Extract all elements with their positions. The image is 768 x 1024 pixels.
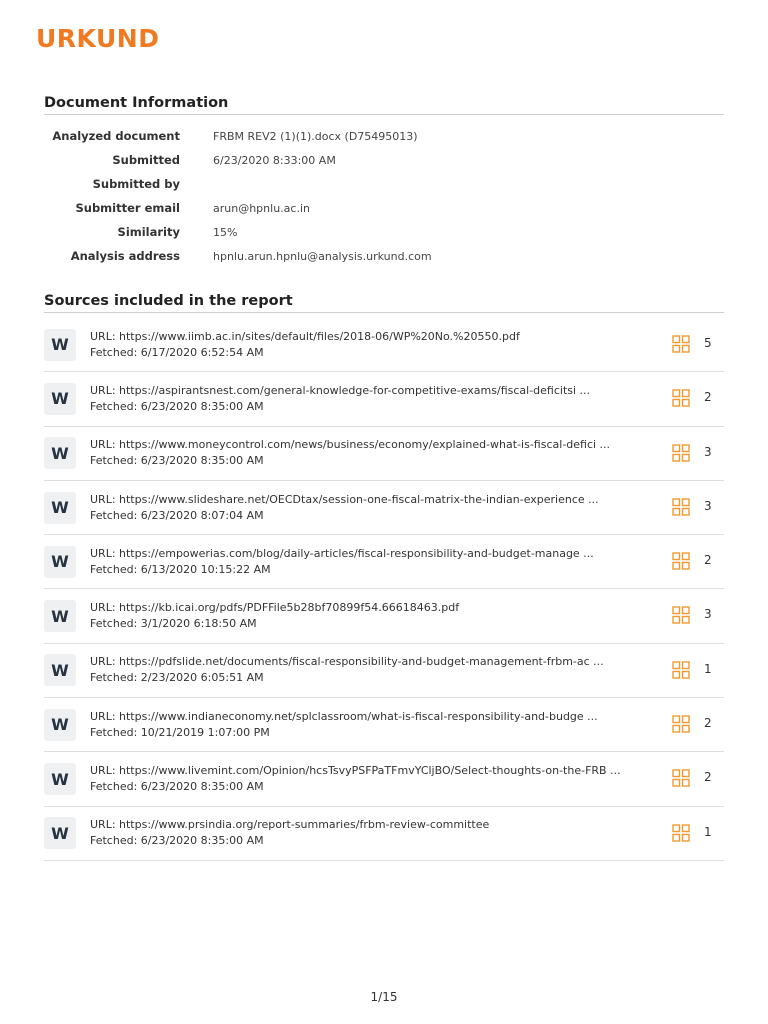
source-row[interactable] — [44, 644, 724, 698]
source-url[interactable]: URL: https://www.prsindia.org/report-summaries/frbm-review-committee — [90, 818, 490, 832]
page-indicator: 1/15 — [370, 990, 398, 1004]
source-url[interactable]: URL: https://kb.icai.org/pdfs/PDFFile5b28bf70899f54.66618463.pdf — [90, 601, 460, 615]
source-row[interactable] — [44, 372, 724, 426]
sources-section — [44, 293, 724, 861]
matches-grid-icon[interactable] — [672, 769, 690, 787]
source-fetched-date: Fetched: 6/23/2020 8:35:00 AM — [90, 834, 264, 848]
match-count: 5 — [704, 336, 712, 350]
matches-grid-icon[interactable] — [672, 715, 690, 733]
info-row — [44, 124, 724, 148]
source-row[interactable] — [44, 752, 724, 806]
web-source-icon: W — [44, 600, 76, 632]
source-text — [90, 817, 650, 849]
source-url[interactable]: URL: https://www.livemint.com/Opinion/hcsTsvyPSFPaTFmvYCljBO/Select-thoughts-on-the-FRB ... — [90, 764, 621, 778]
source-fetched-date: Fetched: 6/17/2020 6:52:54 AM — [90, 345, 264, 359]
web-source-icon: W — [44, 709, 76, 741]
source-fetched-date: Fetched: 6/23/2020 8:35:00 AM — [90, 780, 264, 794]
source-row[interactable] — [44, 318, 724, 372]
urkund-logo: URKUND — [36, 24, 160, 53]
web-source-icon: W — [44, 437, 76, 469]
web-source-icon: W — [44, 329, 76, 361]
web-source-icon: W — [44, 654, 76, 686]
match-count: 2 — [704, 390, 712, 405]
info-row — [44, 148, 724, 172]
match-count: 2 — [704, 553, 712, 568]
match-count: 3 — [704, 498, 712, 513]
source-row[interactable] — [44, 589, 724, 643]
web-source-icon: W — [44, 492, 76, 524]
source-row[interactable] — [44, 535, 724, 589]
source-row[interactable] — [44, 481, 724, 535]
source-url[interactable]: URL: https://www.moneycontrol.com/news/business/economy/explained-what-is-fiscal-defici ... — [90, 438, 611, 452]
info-label: Analysis address — [70, 249, 180, 263]
info-value: arun@hpnlu.ac.in — [213, 201, 310, 215]
web-source-icon: W — [44, 546, 76, 578]
source-fetched-date: Fetched: 6/23/2020 8:35:00 AM — [90, 454, 264, 468]
source-row[interactable] — [44, 807, 724, 861]
source-url[interactable]: URL: https://www.iimb.ac.in/sites/default/files/2018-06/WP%20No.%20550.pdf — [90, 329, 520, 343]
source-fetched-date: Fetched: 6/23/2020 8:07:04 AM — [90, 508, 264, 522]
info-label: Submitted — [112, 153, 180, 167]
matches-grid-icon[interactable] — [672, 824, 690, 842]
info-row — [44, 172, 724, 196]
source-url[interactable]: URL: https://www.slideshare.net/OECDtax/session-one-fiscal-matrix-the-indian-experience ... — [90, 492, 599, 506]
info-label: Similarity — [117, 225, 180, 239]
document-information-title: Document Information — [44, 95, 724, 115]
sources-title: Sources included in the report — [44, 293, 724, 313]
document-info-list — [44, 124, 724, 268]
source-fetched-date: Fetched: 6/23/2020 8:35:00 AM — [90, 399, 264, 413]
info-label: Analyzed document — [52, 129, 180, 143]
match-count: 1 — [704, 661, 712, 676]
source-url[interactable]: URL: https://www.indianeconomy.net/splclassroom/what-is-fiscal-responsibility-and-budge ... — [90, 709, 598, 723]
source-fetched-date: Fetched: 6/13/2020 10:15:22 AM — [90, 562, 271, 576]
info-row — [44, 244, 724, 268]
source-url[interactable]: URL: https://empowerias.com/blog/daily-articles/fiscal-responsibility-and-budget-manage ... — [90, 546, 594, 560]
matches-grid-icon[interactable] — [672, 498, 690, 516]
source-text — [90, 329, 650, 361]
source-fetched-date: Fetched: 2/23/2020 6:05:51 AM — [90, 671, 264, 685]
info-label: Submitter email — [75, 201, 180, 215]
match-count: 2 — [704, 716, 712, 731]
source-text — [90, 492, 650, 524]
source-row[interactable] — [44, 427, 724, 481]
web-source-icon: W — [44, 817, 76, 849]
source-row[interactable] — [44, 698, 724, 752]
source-fetched-date: Fetched: 10/21/2019 1:07:00 PM — [90, 725, 270, 739]
info-value: hpnlu.arun.hpnlu@analysis.urkund.com — [213, 249, 432, 263]
source-text — [90, 546, 650, 578]
source-text — [90, 600, 650, 632]
info-row — [44, 196, 724, 220]
match-count: 2 — [704, 770, 712, 785]
source-text — [90, 763, 650, 795]
source-text — [90, 437, 650, 469]
web-source-icon: W — [44, 763, 76, 795]
web-source-icon: W — [44, 383, 76, 415]
matches-grid-icon[interactable] — [672, 552, 690, 570]
info-value: 6/23/2020 8:33:00 AM — [213, 153, 336, 167]
source-fetched-date: Fetched: 3/1/2020 6:18:50 AM — [90, 617, 257, 631]
source-text — [90, 383, 650, 415]
info-value: FRBM REV2 (1)(1).docx (D75495013) — [213, 129, 418, 143]
match-count: 1 — [704, 824, 712, 839]
source-text — [90, 709, 650, 741]
document-information-section — [44, 95, 724, 268]
match-count: 3 — [704, 607, 712, 622]
info-label: Submitted by — [92, 177, 180, 191]
matches-grid-icon[interactable] — [672, 444, 690, 462]
source-url[interactable]: URL: https://pdfslide.net/documents/fiscal-responsibility-and-budget-management-frbm-ac ... — [90, 655, 604, 669]
matches-grid-icon[interactable] — [672, 661, 690, 679]
source-text — [90, 654, 650, 686]
matches-grid-icon[interactable] — [672, 389, 690, 407]
matches-grid-icon[interactable] — [672, 606, 690, 624]
info-value: 15% — [213, 225, 238, 239]
match-count: 3 — [704, 444, 712, 459]
source-url[interactable]: URL: https://aspirantsnest.com/general-knowledge-for-competitive-exams/fiscal-deficitsi ... — [90, 383, 591, 397]
info-row — [44, 220, 724, 244]
matches-grid-icon[interactable] — [672, 335, 690, 353]
source-list — [44, 318, 724, 861]
